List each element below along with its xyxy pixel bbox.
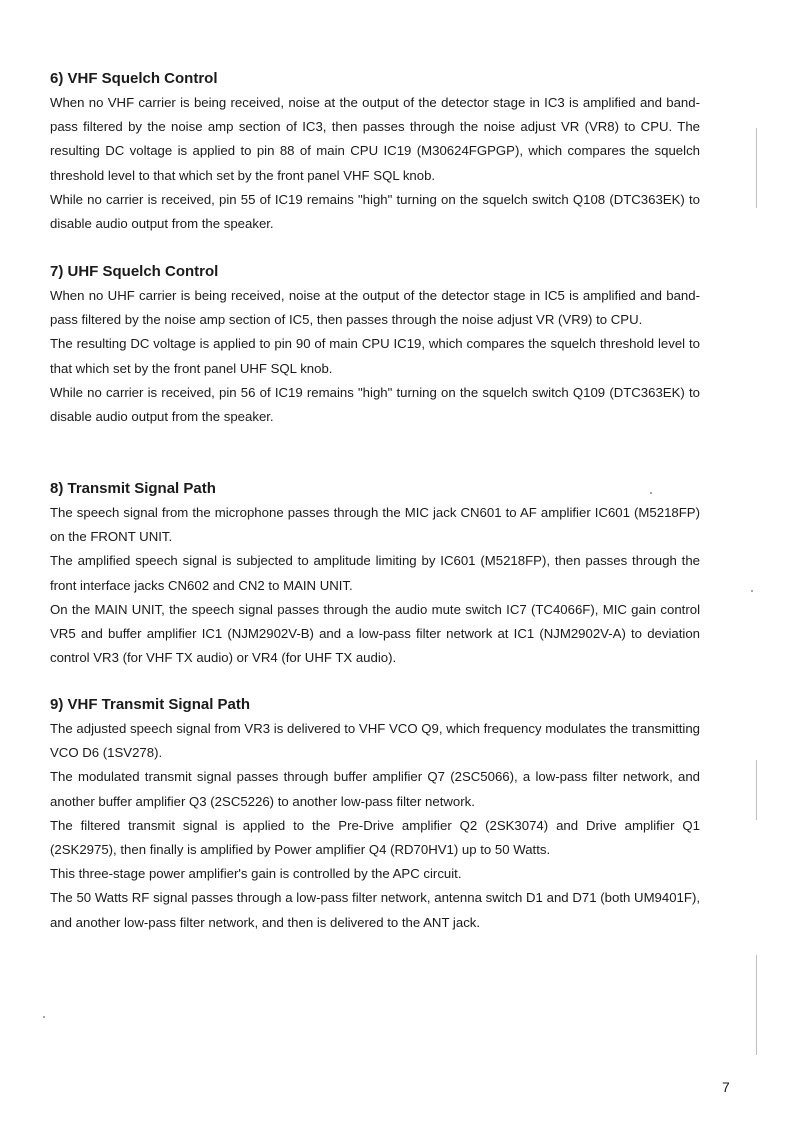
- paragraph: While no carrier is received, pin 55 of IC19 remains "high" turning on the squelch switch Q108 (DTC363EK) to disable audio output from the speaker.: [50, 191, 700, 232]
- paragraph: While no carrier is received, pin 56 of IC19 remains "high" turning on the squelch switch Q109 (DTC363EK) to disable audio output from the speaker.: [50, 384, 700, 425]
- scan-edge-mark: [756, 128, 757, 208]
- paragraph: The amplified speech signal is subjected to amplitude limiting by IC601 (M5218FP), then passes through the front interface jacks CN602 and CN2 to MAIN UNIT.: [50, 553, 700, 593]
- section-vhf-transmit-signal-path: [50, 694, 700, 935]
- page-number: 7: [722, 1079, 730, 1095]
- section-heading: 6) VHF Squelch Control: [50, 70, 218, 87]
- scan-edge-mark: [756, 955, 757, 1055]
- scan-dust-dot: [43, 1016, 45, 1018]
- paragraph: The modulated transmit signal passes through buffer amplifier Q7 (2SC5066), a low-pass filter network, and another buffer amplifier Q3 (2SC5226) to another low-pass filter network.: [50, 769, 700, 809]
- scan-edge-mark: [756, 760, 757, 820]
- paragraph: When no VHF carrier is being received, noise at the output of the detector stage in IC3 is amplified and band-pass filtered by the noise amp section of IC3, then passes through the noise adjust VR (VR8) to CPU. The resulting DC voltage is applied to pin 88 of main CPU IC19 (M30624FGPGP), which compares the squelch threshold level to that which set by the front panel VHF SQL knob.: [50, 95, 700, 183]
- paragraph: When no UHF carrier is being received, noise at the output of the detector stage in IC5 is amplified and band-pass filtered by the noise amp section of IC5, then passes through the noise adjust VR (VR9) to CPU.: [50, 288, 700, 328]
- paragraph: The resulting DC voltage is applied to pin 90 of main CPU IC19, which compares the squelch threshold level to that which set by the front panel UHF SQL knob.: [50, 336, 700, 376]
- section-uhf-squelch-control: [50, 261, 700, 429]
- scan-dust-dot: [751, 590, 753, 592]
- paragraph: The adjusted speech signal from VR3 is delivered to VHF VCO Q9, which frequency modulates the transmitting VCO D6 (1SV278).: [50, 721, 700, 761]
- paragraph: The speech signal from the microphone passes through the MIC jack CN601 to AF amplifier IC601 (M5218FP) on the FRONT UNIT.: [50, 505, 700, 545]
- section-heading: 7) UHF Squelch Control: [50, 263, 219, 280]
- paragraph: This three-stage power amplifier's gain is controlled by the APC circuit.: [50, 866, 462, 882]
- paragraph: On the MAIN UNIT, the speech signal passes through the audio mute switch IC7 (TC4066F), MIC gain control VR5 and buffer amplifier IC1 (NJM2902V-B) and a low-pass filter network at IC1 (NJM2902V-A) to deviation control VR3 (for VHF TX audio) or VR4 (for UHF TX audio).: [50, 601, 700, 666]
- paragraph: The filtered transmit signal is applied to the Pre-Drive amplifier Q2 (2SK3074) and Drive amplifier Q1 (2SK2975), then finally is amplified by Power amplifier Q4 (RD70HV1) up to 50 Watts.: [50, 817, 700, 858]
- section-vhf-squelch-control: [50, 68, 700, 236]
- section-heading: 9) VHF Transmit Signal Path: [50, 696, 251, 713]
- paragraph: The 50 Watts RF signal passes through a low-pass filter network, antenna switch D1 and D71 (both UM9401F), and another low-pass filter network, and then is delivered to the ANT jack.: [50, 890, 700, 930]
- section-transmit-signal-path: [50, 478, 700, 670]
- section-heading: 8) Transmit Signal Path: [50, 480, 216, 497]
- scan-dust-dot: [650, 492, 652, 494]
